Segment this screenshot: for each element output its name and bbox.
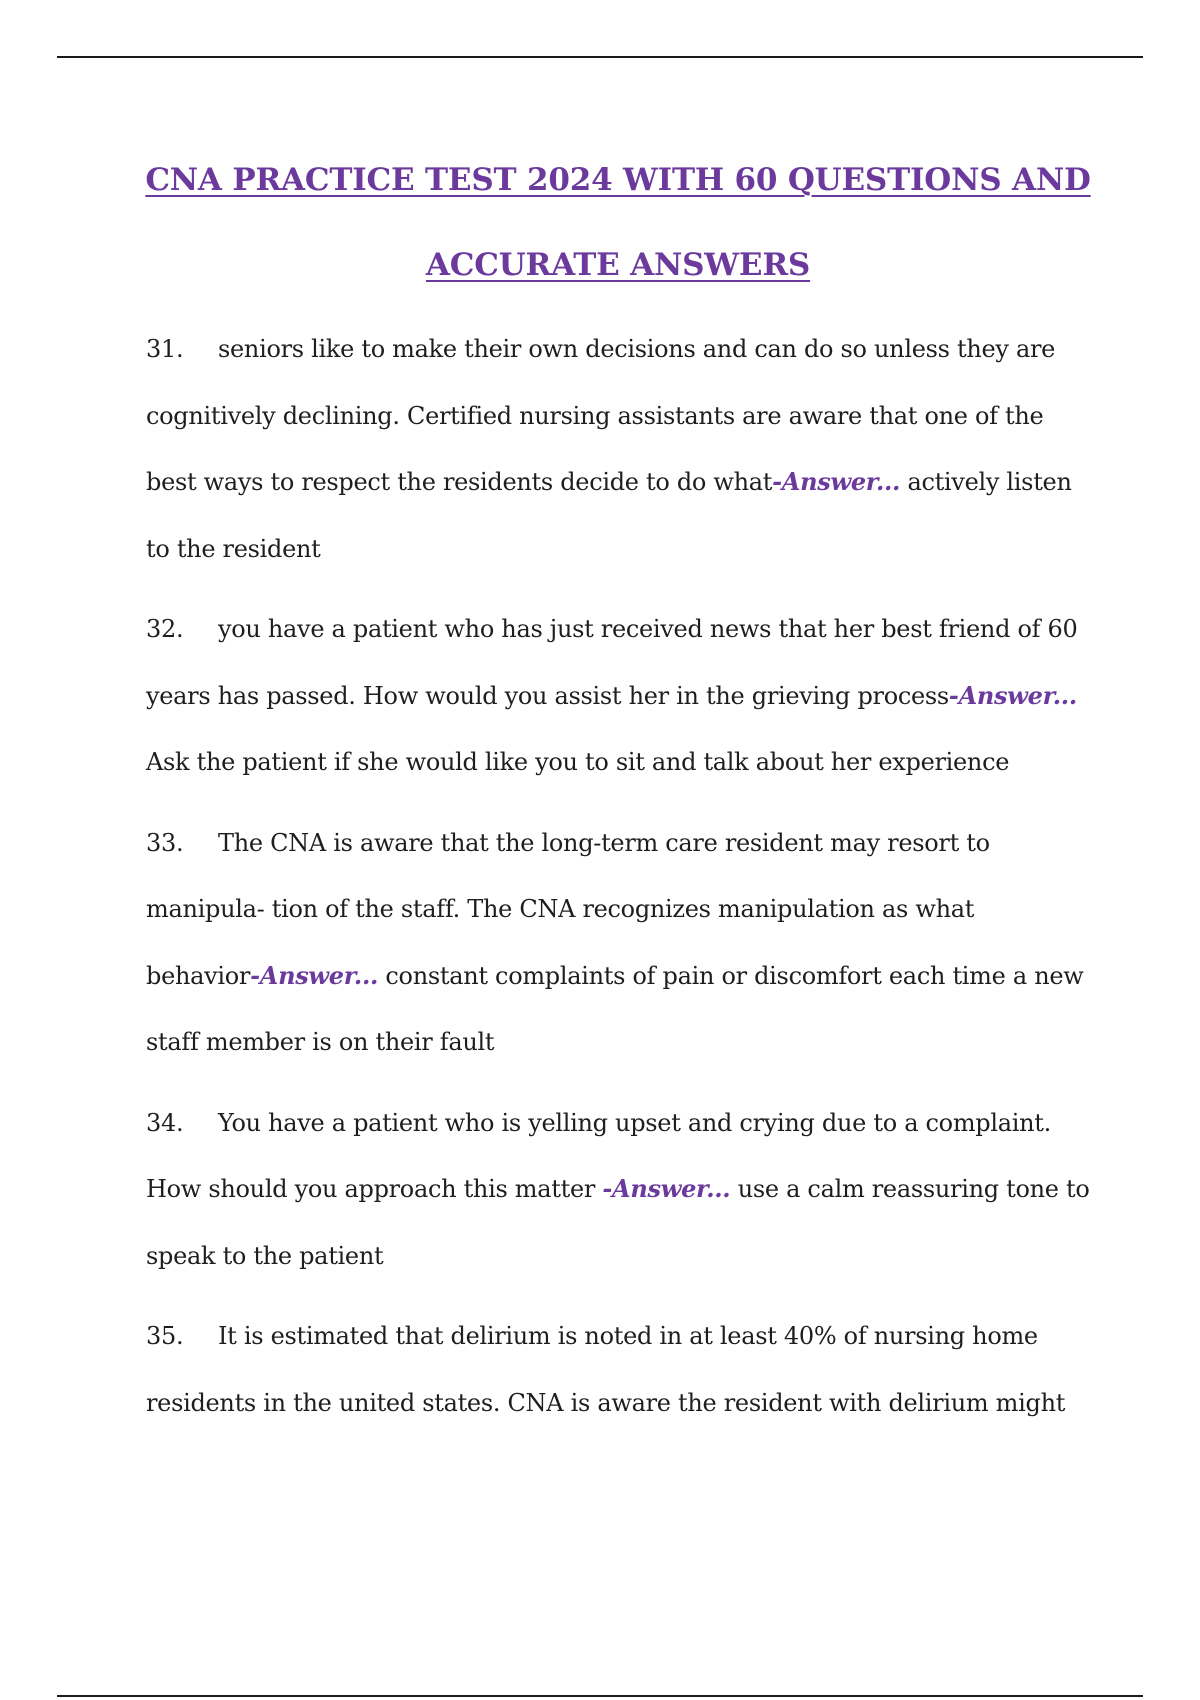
question-text: seniors like to make their own decisions and can do so unless they are cognitively declining. Certified nursing assistants are aware that one of the best ways to respect the residents decide to do what	[146, 335, 1056, 496]
question-number: 32.	[146, 615, 184, 643]
question-number: 33.	[146, 828, 184, 857]
answer-marker: -Answer...	[250, 960, 379, 990]
question-item	[146, 1303, 1091, 1436]
question-text: You have a patient who is yelling upset and crying due to a complaint. How should you approach this matter	[146, 1108, 1051, 1203]
question-list	[146, 316, 1091, 1450]
question-text: you have a patient who has just received news that her best friend of 60 years has passed. How would you assist her in the grieving process	[146, 615, 1078, 710]
question-item	[146, 810, 1091, 1076]
answer-marker: -Answer...	[948, 680, 1077, 710]
question-number: 34.	[146, 1108, 184, 1137]
answer-text: use a calm reassuring tone to speak to the patient	[146, 1175, 1090, 1270]
top-rule	[57, 56, 1143, 58]
bottom-rule	[57, 1695, 1143, 1697]
answer-marker: -Answer...	[772, 467, 901, 496]
answer-marker: -Answer...	[602, 1174, 731, 1203]
question-item	[146, 1090, 1091, 1290]
answer-text: Ask the patient if she would like you to sit and talk about her experience	[146, 748, 1010, 776]
title-line-2: ACCURATE ANSWERS	[425, 247, 811, 283]
title-line-1: CNA PRACTICE TEST 2024 WITH 60 QUESTIONS AND	[145, 162, 1091, 198]
question-number: 31.	[146, 335, 184, 363]
question-item	[146, 316, 1091, 582]
question-item	[146, 596, 1091, 796]
question-text: The CNA is aware that the long-term care resident may resort to manipula- tion of the staff. The CNA recognizes manipulation as what behavior	[146, 828, 990, 990]
question-number: 35.	[146, 1322, 184, 1350]
document-title	[100, 138, 1136, 308]
answer-text: actively listen to the resident	[146, 468, 1072, 563]
question-text: It is estimated that delirium is noted in at least 40% of nursing home residents in the united states. CNA is aware the resident with delirium might	[146, 1322, 1066, 1417]
answer-text: constant complaints of pain or discomfort each time a new staff member is on their fault	[146, 961, 1084, 1056]
